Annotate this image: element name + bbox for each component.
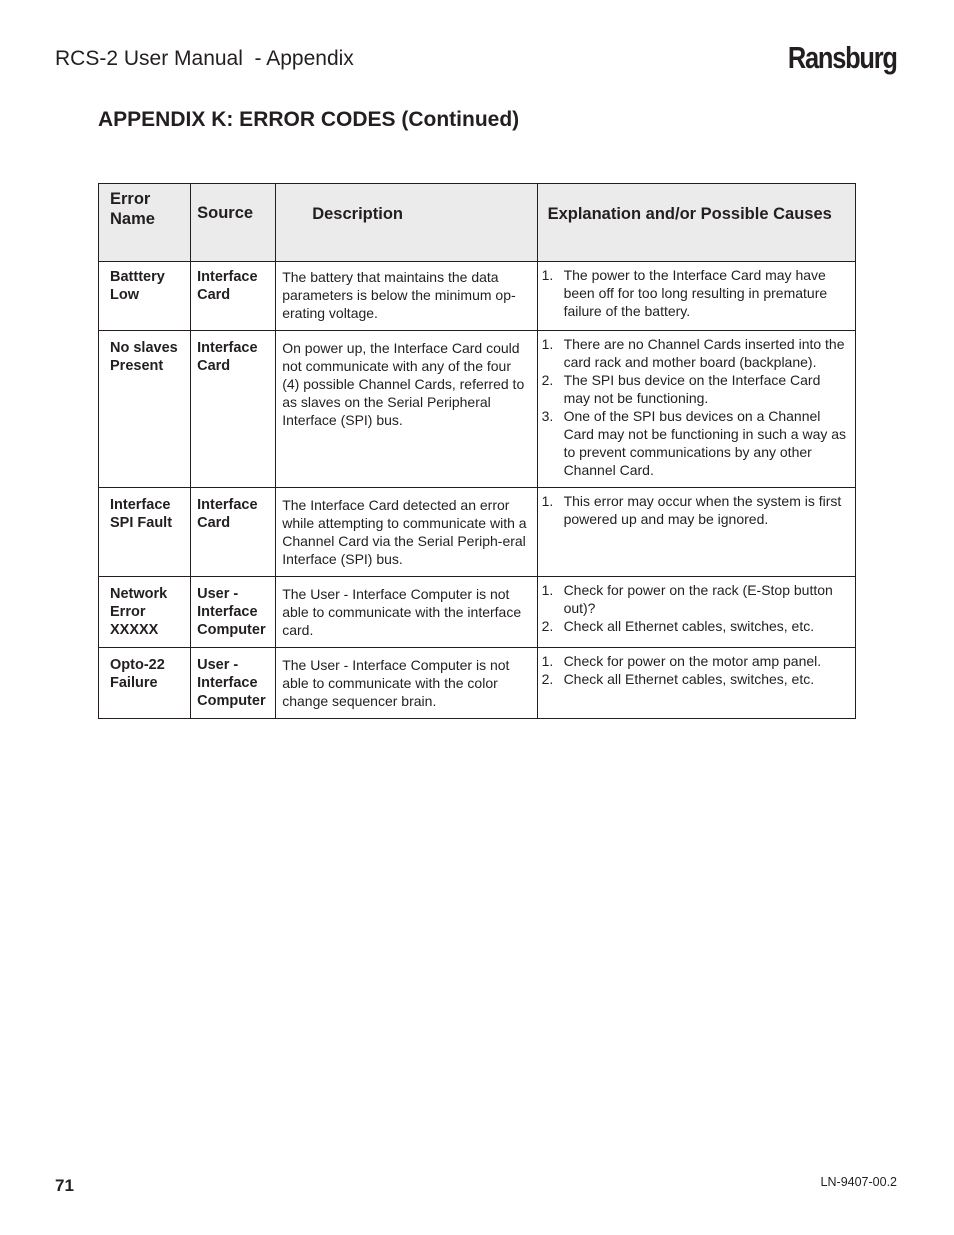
causes-list xyxy=(542,581,849,635)
list-item xyxy=(542,335,849,371)
explanation-cell xyxy=(537,262,855,331)
description-cell: The User - Interface Computer is not able to communicate with the color change sequencer brain. xyxy=(276,648,537,719)
error-name-line: Interface xyxy=(110,497,171,513)
document-number: LN-9407-00.2 xyxy=(820,1175,897,1189)
list-item xyxy=(542,492,849,528)
source-cell xyxy=(191,331,276,488)
list-item xyxy=(542,581,849,617)
source-line: Interface xyxy=(197,604,258,620)
source-line: Interface xyxy=(197,497,258,513)
error-name-line: SPI Fault xyxy=(110,515,173,531)
explanation-cell xyxy=(537,577,855,648)
description-cell: The Interface Card detected an error while attempting to communicate with a Channel Card via the Serial Periph-eral Interface (SPI) bus. xyxy=(276,488,537,577)
list-item xyxy=(542,670,849,688)
cause-number: 3. xyxy=(541,408,554,424)
error-codes-table xyxy=(98,183,856,719)
error-name-line: Batttery xyxy=(110,269,165,285)
error-name-cell xyxy=(99,648,191,719)
table-row xyxy=(99,488,856,577)
header-explanation: Explanation and/or Possible Causes xyxy=(537,184,855,262)
cause-text: The SPI bus device on the Interface Card may not be functioning. xyxy=(563,372,821,406)
header-error-name-line1: Error xyxy=(110,190,151,208)
causes-list xyxy=(542,266,849,320)
header-description: Description xyxy=(276,184,537,262)
cause-text: One of the SPI bus devices on a Channel Card may not be functioning in such a way as to prevent communications by any other Channel Card. xyxy=(563,408,847,478)
page-number: 71 xyxy=(55,1176,74,1195)
cause-text: There are no Channel Cards inserted into the card rack and mother board (backplane). xyxy=(563,336,845,370)
header-error-name-line2: Name xyxy=(110,210,155,228)
source-line: Computer xyxy=(197,622,266,638)
source-line: Interface xyxy=(197,269,258,285)
causes-list xyxy=(542,492,849,528)
table-row xyxy=(99,577,856,648)
section-heading: APPENDIX K: ERROR CODES (Continued) xyxy=(98,108,520,131)
explanation-cell xyxy=(537,648,855,719)
cause-number: 2. xyxy=(541,372,554,388)
error-name-line: XXXXX xyxy=(110,622,159,638)
source-line: Interface xyxy=(197,340,258,356)
explanation-cell xyxy=(537,331,855,488)
source-line: User - xyxy=(197,586,239,602)
source-line: Interface xyxy=(197,675,258,691)
cause-text: Check all Ethernet cables, switches, etc. xyxy=(563,671,815,687)
list-item xyxy=(542,407,849,479)
list-item xyxy=(542,266,849,320)
cause-number: 1. xyxy=(541,336,554,352)
description-cell: The battery that maintains the data parameters is below the minimum op-erating voltage. xyxy=(276,262,537,331)
source-line: Card xyxy=(197,287,231,303)
table-header-row xyxy=(99,184,856,262)
error-name-line: Network xyxy=(110,586,168,602)
error-name-cell xyxy=(99,488,191,577)
cause-text: The power to the Interface Card may have been off for too long resulting in premature failure of the battery. xyxy=(563,267,828,319)
cause-number: 2. xyxy=(541,671,554,687)
error-name-cell xyxy=(99,577,191,648)
causes-list xyxy=(542,652,849,688)
description-cell: On power up, the Interface Card could not communicate with any of the four (4) possible Channel Cards, referred to as slaves on the Serial Peripheral Interface (SPI) bus. xyxy=(276,331,537,488)
source-line: User - xyxy=(197,657,239,673)
cause-number: 1. xyxy=(541,267,554,283)
explanation-cell xyxy=(537,488,855,577)
source-cell xyxy=(191,648,276,719)
cause-number: 2. xyxy=(541,618,554,634)
header-error-name xyxy=(99,184,191,262)
cause-text: Check for power on the motor amp panel. xyxy=(563,653,822,669)
list-item xyxy=(542,617,849,635)
error-name-cell xyxy=(99,331,191,488)
cause-text: Check all Ethernet cables, switches, etc. xyxy=(563,618,815,634)
source-cell xyxy=(191,577,276,648)
table-row xyxy=(99,331,856,488)
error-name-line: No slaves xyxy=(110,340,178,356)
error-name-cell xyxy=(99,262,191,331)
table-row xyxy=(99,648,856,719)
source-line: Card xyxy=(197,358,231,374)
source-line: Card xyxy=(197,515,231,531)
cause-number: 1. xyxy=(541,493,554,509)
list-item xyxy=(542,652,849,670)
cause-number: 1. xyxy=(541,653,554,669)
table-row xyxy=(99,262,856,331)
list-item xyxy=(542,371,849,407)
error-name-line: Low xyxy=(110,287,139,303)
header-source: Source xyxy=(191,184,276,262)
ransburg-logo: Ransburg xyxy=(788,40,897,75)
source-line: Computer xyxy=(197,693,266,709)
source-cell xyxy=(191,488,276,577)
error-name-line: Failure xyxy=(110,675,158,691)
error-name-line: Present xyxy=(110,358,164,374)
manual-title: RCS-2 User Manual - Appendix xyxy=(55,47,354,70)
source-cell xyxy=(191,262,276,331)
error-name-line: Error xyxy=(110,604,146,620)
cause-text: This error may occur when the system is first powered up and may be ignored. xyxy=(563,493,842,527)
cause-text: Check for power on the rack (E-Stop button out)? xyxy=(563,582,833,616)
error-name-line: Opto-22 xyxy=(110,657,165,673)
cause-number: 1. xyxy=(541,582,554,598)
causes-list xyxy=(542,335,849,479)
description-cell: The User - Interface Computer is not able to communicate with the interface card. xyxy=(276,577,537,648)
